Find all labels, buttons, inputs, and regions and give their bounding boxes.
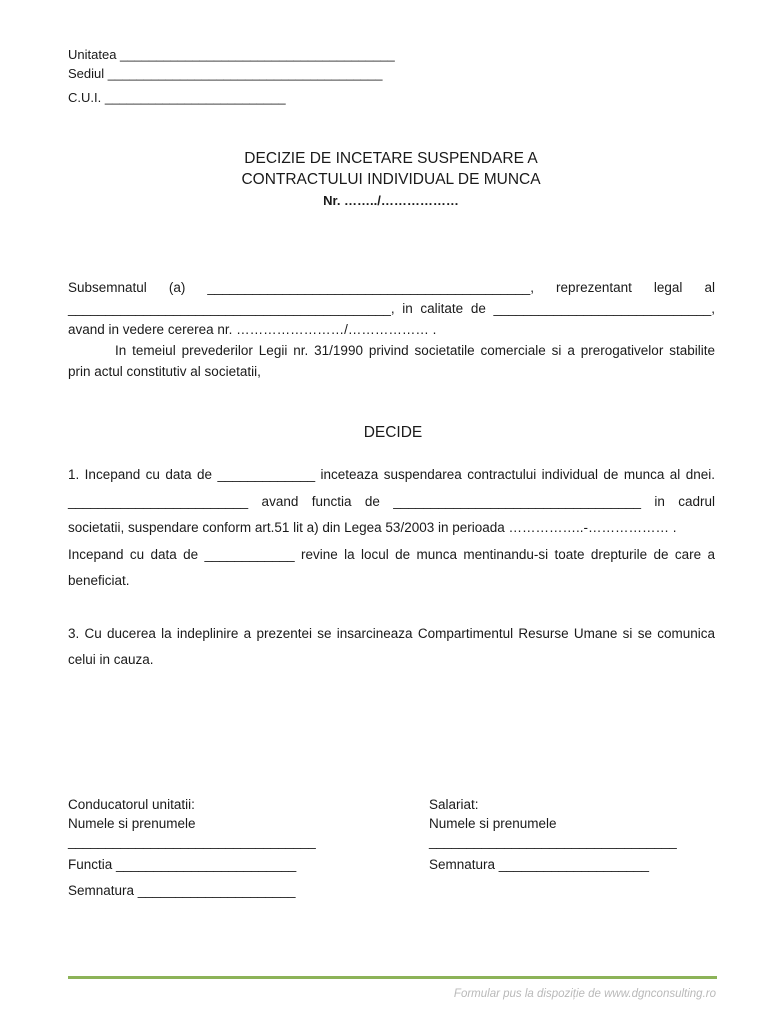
document-number: Nr. ……../……………… [323,193,459,208]
signature-right-name-label: Numele si prenumele [429,815,557,831]
cui-field: C.U.I. _________________________ [68,90,286,105]
article-3: 3. Cu ducerea la indeplinire a prezentei se insarcineaza Compartimentul Resurse Umane si se comunica celui in cauza. [68,625,715,667]
unitatea-field: Unitatea ______________________________________ [68,47,395,62]
decide-heading: DECIDE [363,424,423,441]
signature-left-functia: Functia ________________________ [68,856,297,872]
signature-right [429,796,677,874]
intro-line1: Subsemnatul (a) ___________________________________________, reprezentant legal al ___________________________________________, in calitate de _____________________________, avand in vedere cererea nr. ……………………/……………… . [68,280,715,337]
signature-left-semnatura: Semnatura _____________________ [68,883,296,898]
signature-right-semnatura: Semnatura ____________________ [429,856,649,872]
signature-left [68,796,316,901]
footer-rule [68,976,717,979]
intro-paragraph [68,277,715,382]
signature-left-role: Conducatorul unitatii: [68,797,195,812]
article-1: 1. Incepand cu data de _____________ inceteaza suspendarea contractului individual de munca al dnei. ________________________ avand functia de _________________________________ in cadrul societatii, suspendare conform art.51 lit a) din Legea 53/2003 in perioada ……………..-……………… . [68,467,715,535]
signature-left-name-label: Numele si prenumele [68,815,196,831]
footer-note: Formular pus la dispoziție de www.dgnconsulting.ro [453,988,716,1000]
articles-block [68,462,715,674]
document-title-line2: CONTRACTULUI INDIVIDUAL DE MUNCA [241,171,541,188]
signature-left-name-line: _________________________________ [68,834,316,849]
document-title-line1: DECIZIE DE INCETARE SUSPENDARE A [244,150,538,167]
signature-right-name-line: _________________________________ [429,834,677,849]
article-2: Incepand cu data de ____________ revine la locul de munca mentinandu-si toate drepturile de care a beneficiat. [68,546,715,588]
intro-line2: In temeiul prevederilor Legii nr. 31/1990 privind societatile comerciale si a prerogativelor stabilite prin actul constitutiv al societatii, [68,343,715,379]
signature-right-role: Salariat: [429,797,479,812]
sediul-field: Sediul ______________________________________ [68,66,383,81]
